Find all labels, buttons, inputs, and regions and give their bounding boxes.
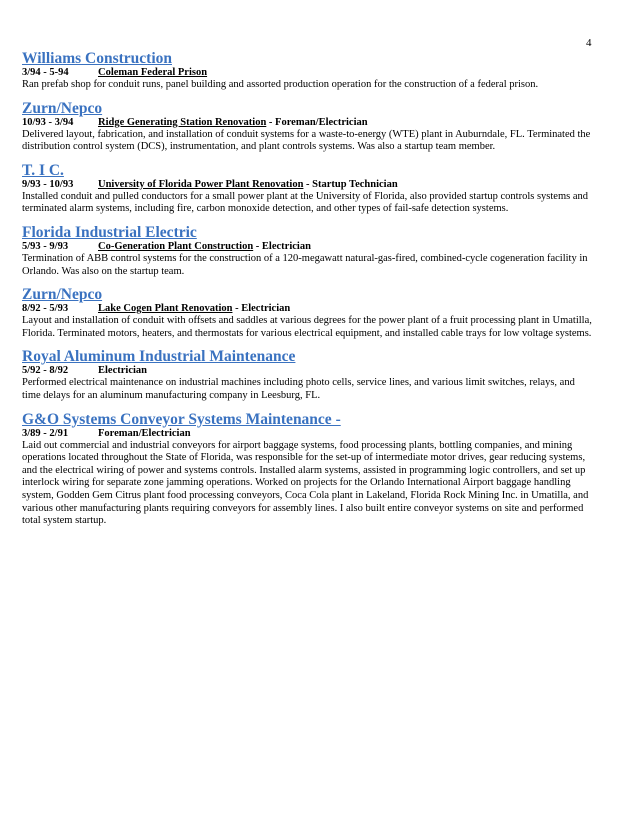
job-dates: 10/93 - 3/94 <box>22 116 74 128</box>
job-description: Termination of ABB control systems for the construction of a 120-megawatt natural-gas-fired, combined-cycle cogeneration facility in Orlando. Was also on the startup team. <box>22 252 588 277</box>
job-entry <box>22 411 594 528</box>
job-description: Ran prefab shop for conduit runs, panel building and assorted production operation for the construction of a federal prison. <box>22 79 539 90</box>
job-entry <box>22 224 594 278</box>
job-meta <box>22 67 594 79</box>
job-dates: 5/92 - 8/92 <box>22 365 69 377</box>
job-description: Layout and installation of conduit with offsets and saddles at various degrees for the power plant of a fruit processing plant in Umatilla, Florida. Terminated motors, heaters, and thermostats for various electrical equipment, and installed cable trays for low voltage systems. <box>22 315 592 339</box>
work-history <box>22 50 594 528</box>
job-role: Electrician <box>241 303 291 315</box>
job-meta <box>22 365 594 377</box>
job-role: Foreman/Electrician <box>275 116 368 128</box>
job-separator: - <box>303 178 313 190</box>
job-separator: - <box>232 303 242 315</box>
job-dates: 8/92 - 5/93 <box>22 303 69 315</box>
job-role: Electrician <box>98 365 147 377</box>
job-dates: 5/93 - 9/93 <box>22 240 69 252</box>
job-project: Co-Generation Plant Construction <box>98 240 254 252</box>
job-separator: - <box>253 240 262 252</box>
job-role: Electrician <box>261 240 311 252</box>
job-description: Installed conduit and pulled conductors for a small power plant at the University of Florida, also provided startup controls systems and terminated alarm systems, including fire, carbon monoxide detection, and other types of fail-safe detection systems. <box>22 190 589 215</box>
job-dates: 3/89 - 2/91 <box>22 427 69 439</box>
job-dates: 3/94 - 5-94 <box>22 67 69 78</box>
job-entry <box>22 348 594 402</box>
job-entry <box>22 162 594 216</box>
job-role: Startup Technician <box>312 178 398 190</box>
job-entry <box>22 286 594 340</box>
company-link[interactable]: G&O Systems Conveyor Systems Maintenance - <box>22 410 341 428</box>
job-role: Foreman/Electrician <box>98 427 191 439</box>
job-meta <box>22 303 594 315</box>
job-project: Coleman Federal Prison <box>98 67 208 78</box>
company-link[interactable]: Williams Construction <box>22 50 172 67</box>
company-link[interactable]: Zurn/Nepco <box>22 99 103 117</box>
job-dates: 9/93 - 10/93 <box>22 178 74 190</box>
job-project: Lake Cogen Plant Renovation <box>98 303 233 315</box>
job-meta <box>22 428 594 440</box>
job-description: Laid out commercial and industrial conveyors for airport baggage systems, food processing plants, bottling companies, and mining operations located throughout the State of Florida, was responsible for the set-up of intermediate motor drives, gear reducing systems, and the electrical wiring of power and systems controls. Installed alarm systems, assisted in programming logic controllers, and set up interlock wiring for separate zone jamming operations. Worked on projects for the Orlando International Airport baggage handling system, Godden Gem Citrus plant food processing conveyors, Coca Cola plant in Lakeland, Florida Rock Mining Inc. in Umatilla, and various other manufacturing plants requiring conveyors for assembly lines. I also built entire conveyor systems on site and performed total system startup. <box>22 439 589 527</box>
job-entry <box>22 100 594 154</box>
job-entry <box>22 50 594 92</box>
job-separator: - <box>266 116 276 128</box>
job-meta <box>22 117 594 129</box>
page-number: 4 <box>586 37 592 49</box>
company-link[interactable]: Zurn/Nepco <box>22 286 103 304</box>
company-link[interactable]: Royal Aluminum Industrial Maintenance <box>22 348 296 366</box>
job-project: University of Florida Power Plant Renovation <box>98 178 304 190</box>
company-link[interactable]: T. I C. <box>22 161 64 179</box>
job-project: Ridge Generating Station Renovation <box>98 116 267 128</box>
job-meta <box>22 179 594 191</box>
company-link[interactable]: Florida Industrial Electric <box>22 223 197 241</box>
job-meta <box>22 241 594 253</box>
job-description: Performed electrical maintenance on industrial machines including photo cells, service lines, and various limit switches, relays, and time delays for an aluminum manufacturing company in Leesburg, FL. <box>22 377 575 401</box>
job-description: Delivered layout, fabrication, and installation of conduit systems for a waste-to-energy (WTE) plant in Auburndale, FL. Terminated the distribution control system (DCS), instrumentation, and plant controls systems. Was also a startup team member. <box>22 128 591 153</box>
